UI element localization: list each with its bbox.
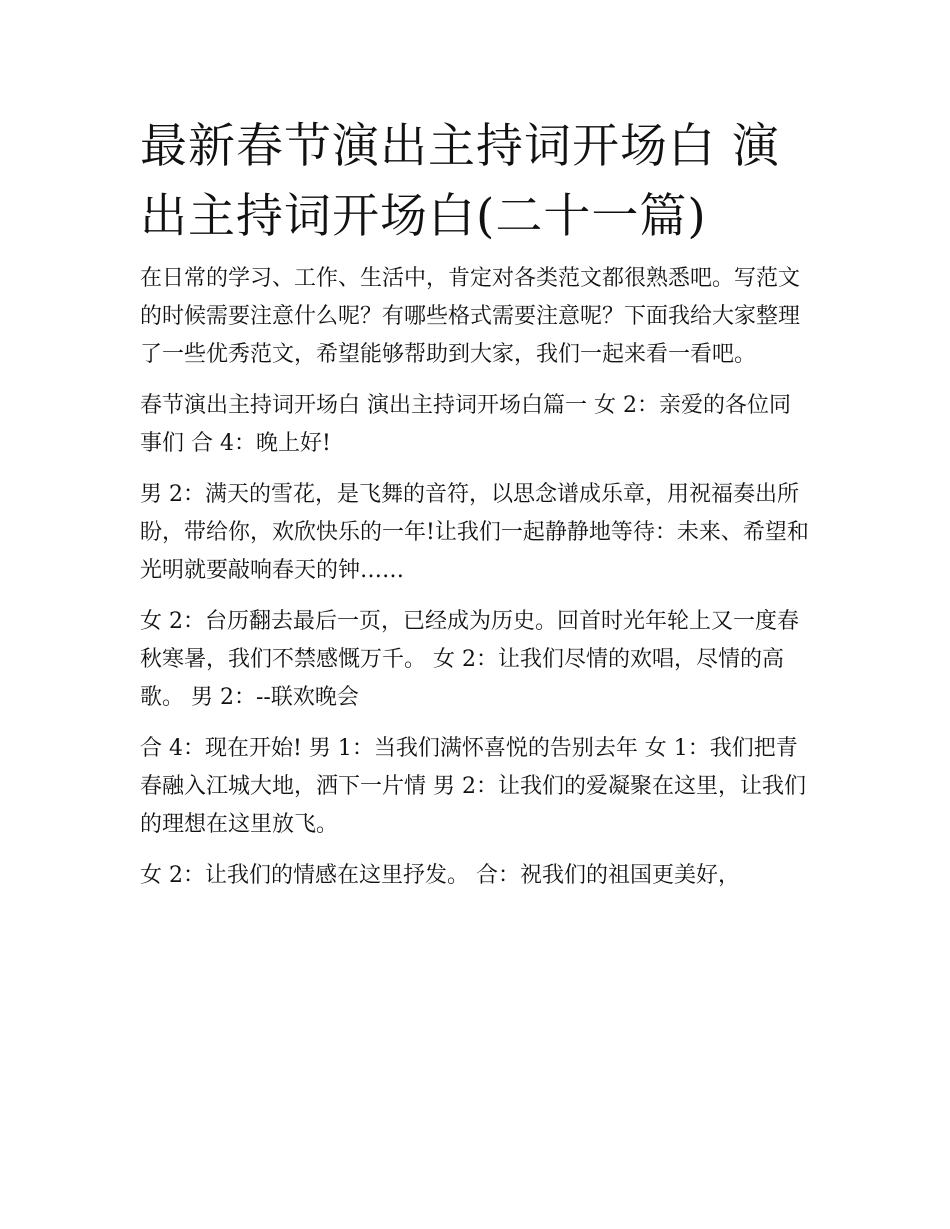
paragraph-intro: 在日常的学习、工作、生活中，肯定对各类范文都很熟悉吧。写范文的时候需要注意什么呢？有哪些格式需要注意呢？下面我给大家整理了一些优秀范文，希望能够帮助到大家，我们一起来看一看吧。: [140, 266, 801, 367]
document-title: 最新春节演出主持词开场白 演出主持词开场白(二十一篇): [140, 119, 780, 244]
paragraph-3: 女 2：台历翻去最后一页，已经成为历史。回首时光年轮上又一度春秋寒暑，我们不禁感慨万千。 女 2：让我们尽情的欢唱，尽情的高歌。 男 2：--联欢晚会: [140, 609, 799, 710]
paragraph-1: 春节演出主持词开场白 演出主持词开场白篇一 女 2：亲爱的各位同事们 合 4：晚上好!: [140, 393, 791, 456]
paragraph-4: 合 4：现在开始! 男 1：当我们满怀喜悦的告别去年 女 1：我们把青春融入江城大地，洒下一片情 男 2：让我们的爱凝聚在这里，让我们的理想在这里放飞。: [140, 736, 806, 837]
paragraph-2: 男 2：满天的雪花，是飞舞的音符，以思念谱成乐章，用祝福奏出所盼，带给你，欢欣快乐的一年!让我们一起静静地等待：未来、希望和光明就要敲响春天的钟……: [140, 482, 809, 583]
document-page: [140, 112, 812, 908]
paragraph-5: 女 2：让我们的情感在这里抒发。 合：祝我们的祖国更美好，: [140, 863, 740, 888]
